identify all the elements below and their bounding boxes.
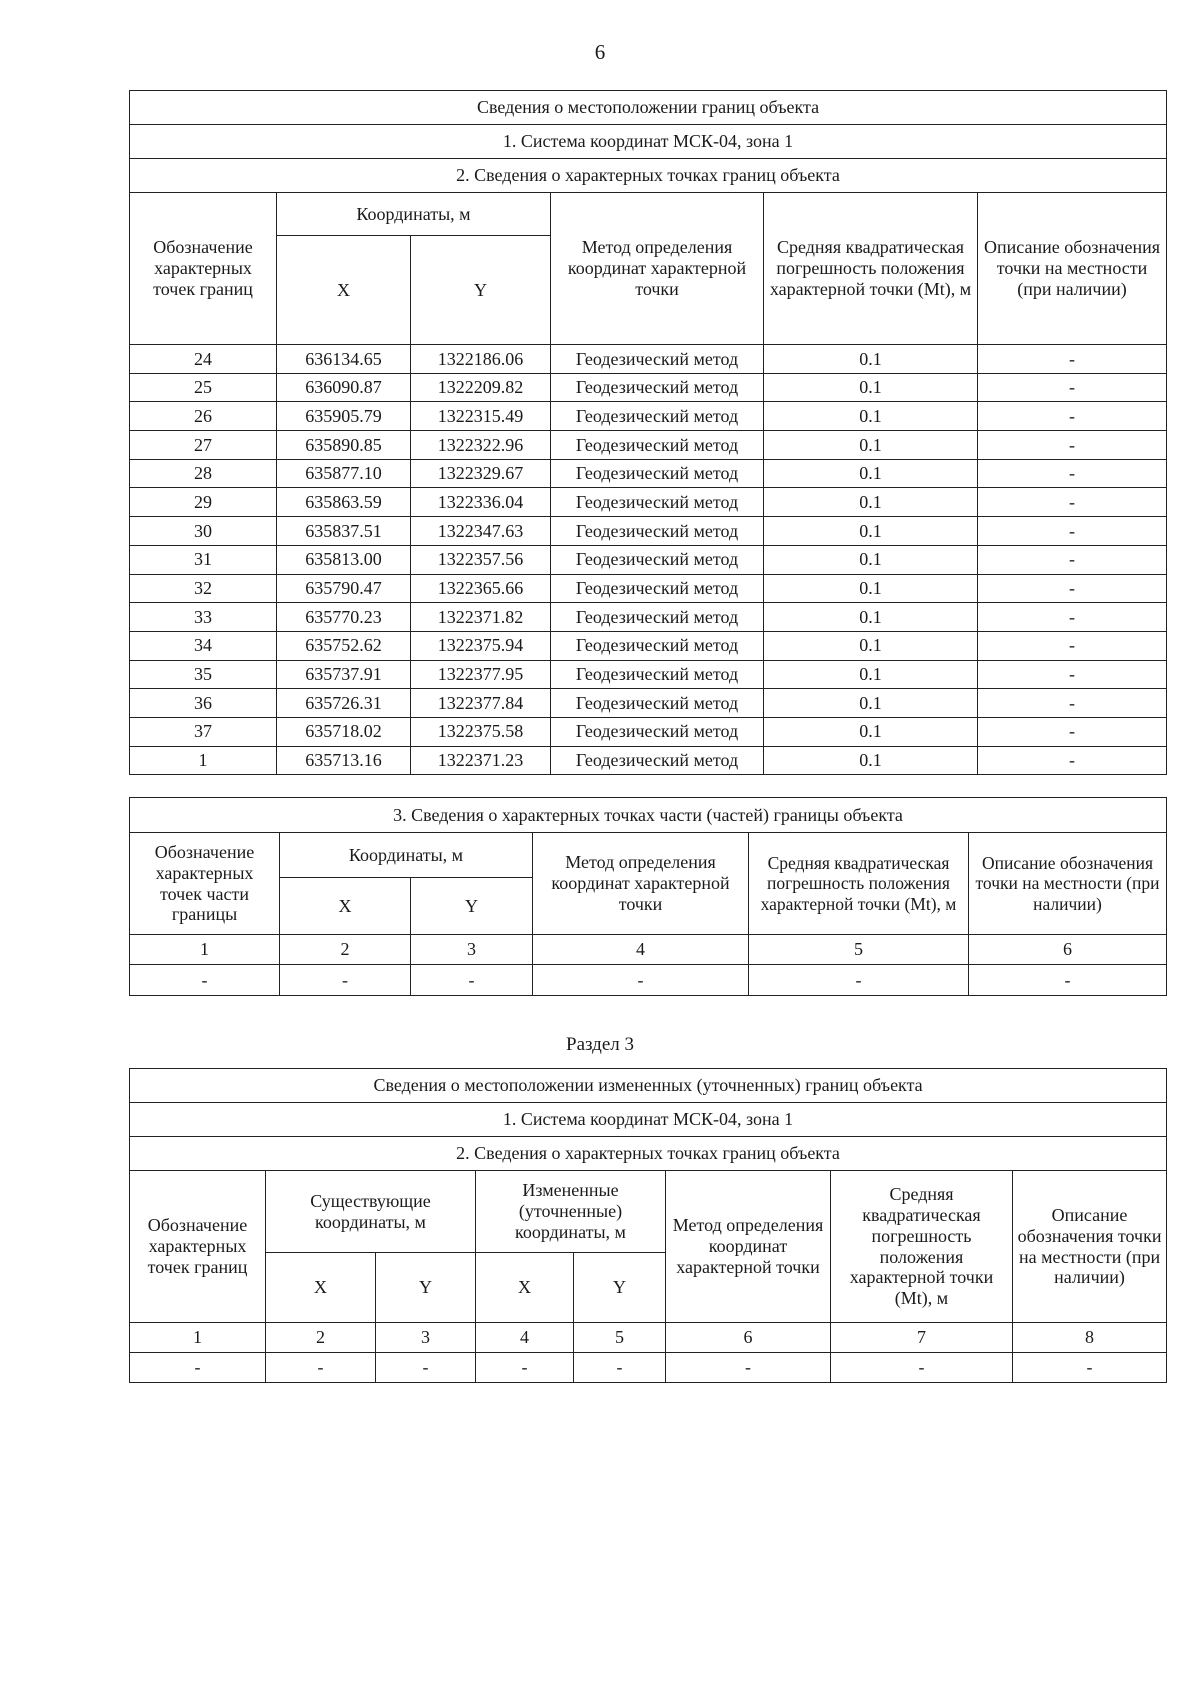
cell-y: 1322315.49	[411, 402, 551, 431]
header-method: Метод определения координат характерной точки	[533, 833, 749, 935]
table-cell: -	[666, 1353, 831, 1383]
cell-description: -	[978, 574, 1167, 603]
table-row	[130, 1353, 1167, 1383]
cell-x: 635718.02	[277, 717, 411, 746]
cell-x: 635713.16	[277, 746, 411, 775]
cell-x: 635837.51	[277, 517, 411, 546]
table-cell: -	[280, 965, 411, 996]
header-point: Обозначение характерных точек части границы	[130, 833, 280, 935]
cell-error: 0.1	[764, 631, 978, 660]
cell-y: 1322336.04	[411, 488, 551, 517]
cell-y: 1322322.96	[411, 431, 551, 460]
table-row	[130, 431, 1167, 460]
cell-y: 1322365.66	[411, 574, 551, 603]
table-cell: -	[411, 965, 533, 996]
table-row	[130, 488, 1167, 517]
cell-method: Геодезический метод	[551, 373, 764, 402]
header-y: Y	[411, 236, 551, 345]
cell-x: 636134.65	[277, 345, 411, 374]
cell-description: -	[978, 545, 1167, 574]
column-number: 6	[666, 1323, 831, 1353]
column-number-row	[130, 935, 1167, 965]
cell-x: 635726.31	[277, 689, 411, 718]
column-number: 3	[411, 935, 533, 965]
cell-method: Геодезический метод	[551, 431, 764, 460]
column-number: 2	[266, 1323, 376, 1353]
cell-point: 36	[130, 689, 277, 718]
cell-y: 1322347.63	[411, 517, 551, 546]
header-description: Описание обозначения точки на местности (при наличии)	[969, 833, 1167, 935]
cell-point: 26	[130, 402, 277, 431]
cell-error: 0.1	[764, 660, 978, 689]
header-error: Средняя квадратическая погрешность положения характерной точки (Mt), м	[831, 1171, 1013, 1323]
cell-y: 1322329.67	[411, 459, 551, 488]
cell-method: Геодезический метод	[551, 717, 764, 746]
cell-x: 635737.91	[277, 660, 411, 689]
cell-error: 0.1	[764, 488, 978, 517]
table-title: 3. Сведения о характерных точках части (частей) границы объекта	[130, 798, 1167, 833]
cell-y: 1322357.56	[411, 545, 551, 574]
header-changed-coords: Измененные (уточненные) координаты, м	[476, 1171, 666, 1253]
cell-point: 27	[130, 431, 277, 460]
table-row	[130, 402, 1167, 431]
cell-method: Геодезический метод	[551, 545, 764, 574]
section-heading: Раздел 3	[566, 1034, 634, 1055]
table-row	[130, 459, 1167, 488]
table-cell: -	[1013, 1353, 1167, 1383]
header-coords: Координаты, м	[280, 833, 533, 878]
cell-y: 1322375.94	[411, 631, 551, 660]
header-method: Метод определения координат характерной точки	[551, 193, 764, 345]
table-cell: -	[831, 1353, 1013, 1383]
column-number: 4	[533, 935, 749, 965]
header-x: X	[277, 236, 411, 345]
cell-point: 1	[130, 746, 277, 775]
cell-method: Геодезический метод	[551, 660, 764, 689]
cell-method: Геодезический метод	[551, 517, 764, 546]
cell-error: 0.1	[764, 717, 978, 746]
cell-method: Геодезический метод	[551, 574, 764, 603]
header-error: Средняя квадратическая погрешность положения характерной точки (Mt), м	[749, 833, 969, 935]
table-row	[130, 603, 1167, 632]
cell-error: 0.1	[764, 345, 978, 374]
cell-method: Геодезический метод	[551, 603, 764, 632]
table-cell: -	[969, 965, 1167, 996]
column-number: 8	[1013, 1323, 1167, 1353]
cell-description: -	[978, 402, 1167, 431]
column-number-row	[130, 1323, 1167, 1353]
cell-x: 635813.00	[277, 545, 411, 574]
cell-x: 635790.47	[277, 574, 411, 603]
header-changed-y: Y	[574, 1253, 666, 1323]
column-number: 4	[476, 1323, 574, 1353]
table-subtitle: 2. Сведения о характерных точках границ объекта	[130, 1137, 1167, 1171]
header-changed-x: X	[476, 1253, 574, 1323]
table-row	[130, 574, 1167, 603]
cell-error: 0.1	[764, 431, 978, 460]
boundary-points-table	[129, 90, 1167, 775]
cell-description: -	[978, 717, 1167, 746]
cell-point: 29	[130, 488, 277, 517]
cell-method: Геодезический метод	[551, 402, 764, 431]
cell-description: -	[978, 660, 1167, 689]
table-row	[130, 517, 1167, 546]
header-point: Обозначение характерных точек границ	[130, 1171, 266, 1323]
cell-point: 30	[130, 517, 277, 546]
cell-point: 35	[130, 660, 277, 689]
cell-y: 1322375.58	[411, 717, 551, 746]
cell-description: -	[978, 603, 1167, 632]
header-existing-coords: Существующие координаты, м	[266, 1171, 476, 1253]
cell-x: 635752.62	[277, 631, 411, 660]
coordinate-system: 1. Система координат МСК-04, зона 1	[130, 1103, 1167, 1137]
cell-method: Геодезический метод	[551, 459, 764, 488]
column-number: 2	[280, 935, 411, 965]
header-method: Метод определения координат характерной точки	[666, 1171, 831, 1323]
cell-error: 0.1	[764, 545, 978, 574]
cell-point: 31	[130, 545, 277, 574]
cell-error: 0.1	[764, 746, 978, 775]
cell-point: 37	[130, 717, 277, 746]
column-number: 5	[749, 935, 969, 965]
cell-description: -	[978, 431, 1167, 460]
cell-x: 635877.10	[277, 459, 411, 488]
cell-description: -	[978, 488, 1167, 517]
table-title: Сведения о местоположении измененных (уточненных) границ объекта	[130, 1069, 1167, 1103]
column-number: 1	[130, 935, 280, 965]
column-number: 5	[574, 1323, 666, 1353]
cell-point: 28	[130, 459, 277, 488]
table-row	[130, 717, 1167, 746]
page-number: 6	[594, 40, 606, 64]
table-row	[130, 345, 1167, 374]
header-existing-y: Y	[376, 1253, 476, 1323]
cell-x: 635770.23	[277, 603, 411, 632]
cell-description: -	[978, 345, 1167, 374]
cell-error: 0.1	[764, 689, 978, 718]
cell-description: -	[978, 517, 1167, 546]
column-number: 6	[969, 935, 1167, 965]
table-cell: -	[476, 1353, 574, 1383]
cell-method: Геодезический метод	[551, 689, 764, 718]
column-number: 7	[831, 1323, 1013, 1353]
header-description: Описание обозначения точки на местности (при наличии)	[1013, 1171, 1167, 1323]
table-row	[130, 965, 1167, 996]
cell-point: 33	[130, 603, 277, 632]
cell-point: 32	[130, 574, 277, 603]
header-description: Описание обозначения точки на местности (при наличии)	[978, 193, 1167, 345]
table-row	[130, 631, 1167, 660]
table-cell: -	[130, 965, 280, 996]
cell-method: Геодезический метод	[551, 746, 764, 775]
cell-error: 0.1	[764, 603, 978, 632]
cell-y: 1322371.82	[411, 603, 551, 632]
cell-description: -	[978, 746, 1167, 775]
table-row	[130, 689, 1167, 718]
cell-y: 1322209.82	[411, 373, 551, 402]
table-row	[130, 660, 1167, 689]
table-row	[130, 373, 1167, 402]
header-existing-x: X	[266, 1253, 376, 1323]
table-row	[130, 746, 1167, 775]
cell-x: 636090.87	[277, 373, 411, 402]
cell-error: 0.1	[764, 517, 978, 546]
table-subtitle: 2. Сведения о характерных точках границ объекта	[130, 159, 1167, 193]
cell-description: -	[978, 373, 1167, 402]
cell-point: 34	[130, 631, 277, 660]
table-row	[130, 545, 1167, 574]
changed-boundary-points-table	[129, 1068, 1167, 1383]
cell-x: 635905.79	[277, 402, 411, 431]
table-cell: -	[266, 1353, 376, 1383]
cell-description: -	[978, 689, 1167, 718]
cell-y: 1322377.84	[411, 689, 551, 718]
cell-y: 1322377.95	[411, 660, 551, 689]
cell-point: 24	[130, 345, 277, 374]
table-cell: -	[130, 1353, 266, 1383]
cell-description: -	[978, 459, 1167, 488]
cell-y: 1322186.06	[411, 345, 551, 374]
cell-method: Геодезический метод	[551, 488, 764, 517]
cell-error: 0.1	[764, 459, 978, 488]
cell-error: 0.1	[764, 402, 978, 431]
cell-x: 635890.85	[277, 431, 411, 460]
header-coords: Координаты, м	[277, 193, 551, 236]
cell-y: 1322371.23	[411, 746, 551, 775]
boundary-part-points-table	[129, 797, 1167, 996]
cell-error: 0.1	[764, 373, 978, 402]
column-number: 1	[130, 1323, 266, 1353]
table-cell: -	[376, 1353, 476, 1383]
cell-method: Геодезический метод	[551, 631, 764, 660]
header-error: Средняя квадратическая погрешность положения характерной точки (Mt), м	[764, 193, 978, 345]
table-cell: -	[749, 965, 969, 996]
cell-method: Геодезический метод	[551, 345, 764, 374]
coordinate-system: 1. Система координат МСК-04, зона 1	[130, 125, 1167, 159]
header-point: Обозначение характерных точек границ	[130, 193, 277, 345]
header-x: X	[280, 878, 411, 935]
table-title: Сведения о местоположении границ объекта	[130, 91, 1167, 125]
column-number: 3	[376, 1323, 476, 1353]
header-y: Y	[411, 878, 533, 935]
table-cell: -	[574, 1353, 666, 1383]
cell-point: 25	[130, 373, 277, 402]
cell-x: 635863.59	[277, 488, 411, 517]
cell-description: -	[978, 631, 1167, 660]
table-cell: -	[533, 965, 749, 996]
cell-error: 0.1	[764, 574, 978, 603]
